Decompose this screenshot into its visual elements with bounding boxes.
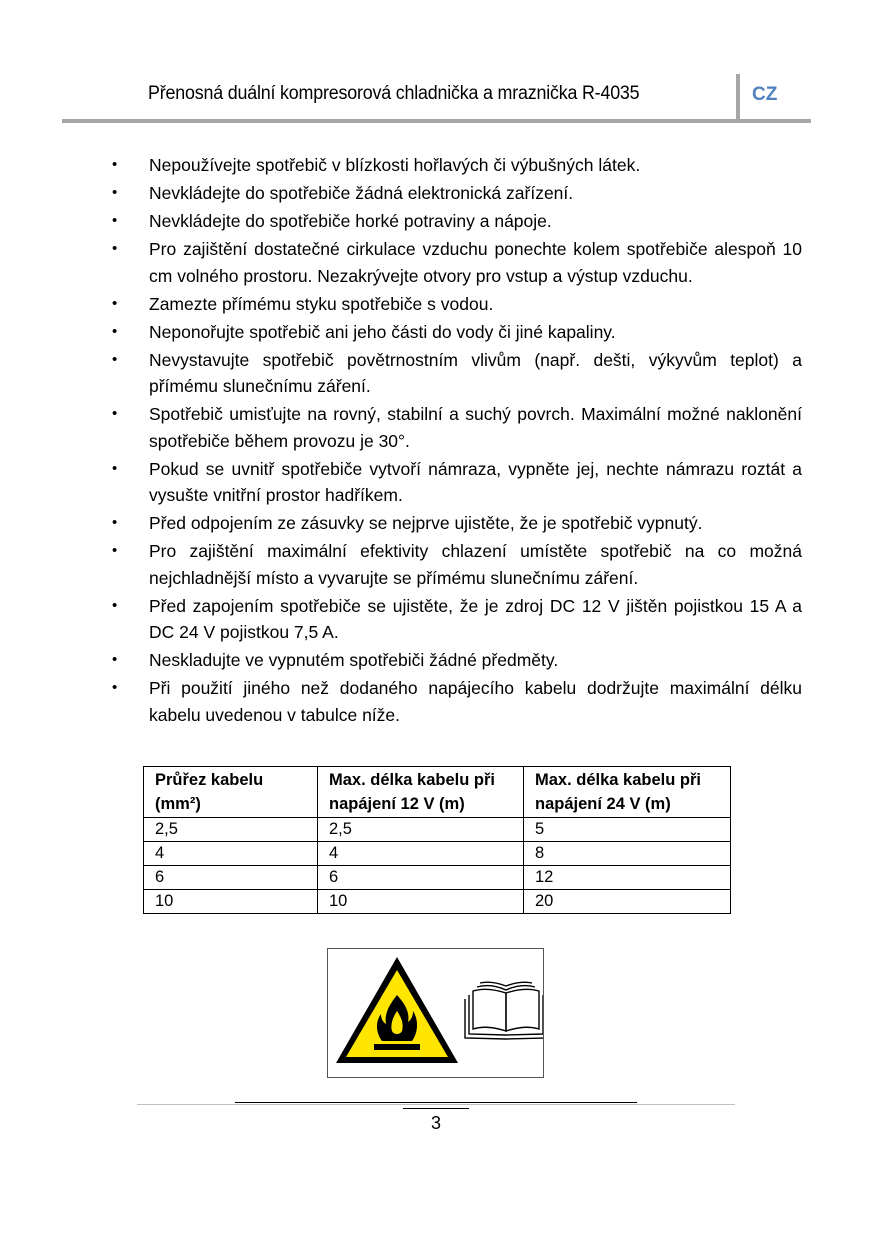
bullet-icon: •	[112, 542, 118, 559]
list-item	[112, 647, 802, 674]
instruction-text: Zamezte přímému styku spotřebiče s vodou.	[149, 293, 494, 314]
table-row	[144, 842, 731, 866]
instruction-text: Nevkládejte do spotřebiče žádná elektronická zařízení.	[149, 183, 574, 203]
table-cell: 20	[524, 890, 731, 914]
list-item	[112, 401, 802, 454]
instruction-text: Pro zajištění maximální efektivity chlazení umístěte spotřebič na co možná nejchladnější místo a vyvarujte se přímému slunečnímu záření.	[149, 541, 802, 588]
table-cell: 4	[318, 842, 524, 866]
table-cell: 2,5	[318, 818, 524, 842]
list-item	[112, 347, 802, 400]
read-manual-book-icon	[465, 982, 543, 1039]
instruction-text: Nevystavujte spotřebič povětrnostním vlivům (např. dešti, výkyvům teplot) a přímému slunečnímu záření.	[149, 349, 802, 396]
instruction-text: Neskladujte ve vypnutém spotřebiči žádné předměty.	[149, 650, 559, 670]
list-item	[112, 456, 802, 509]
bullet-icon: •	[112, 596, 118, 614]
header-max-length-24v: Max. délka kabelu při napájení 24 V (m)	[524, 767, 731, 818]
language-code: CZ	[752, 84, 778, 105]
table-cell: 4	[144, 842, 318, 866]
list-item	[112, 319, 802, 346]
list-item	[112, 236, 802, 289]
bullet-icon: •	[112, 651, 118, 668]
instruction-text: Pro zajištění dostatečné cirkulace vzduchu ponechte kolem spotřebiče alespoň 10 cm volného prostoru. Nezakrývejte otvory pro vstup a výstup vzduchu.	[149, 239, 802, 286]
list-item	[112, 538, 802, 591]
instruction-text: Při použití jiného než dodaného napájecího kabelu dodržujte maximální délku kabelu uvedenou v tabulce níže.	[149, 678, 802, 725]
header-separator	[736, 74, 740, 121]
table-cell: 10	[318, 890, 524, 914]
bullet-icon: •	[112, 212, 118, 229]
bullet-icon: •	[112, 184, 118, 201]
table-row	[144, 890, 731, 914]
bullet-icon: •	[112, 322, 118, 340]
bullet-icon: •	[112, 240, 118, 257]
table-row	[144, 818, 731, 842]
cable-length-table	[143, 766, 731, 914]
bullet-icon: •	[112, 514, 118, 531]
bullet-icon: •	[112, 294, 118, 312]
page-number: 3	[430, 1113, 441, 1133]
header-cross-section: Průřez kabelu (mm²)	[144, 767, 318, 818]
instruction-text: Spotřebič umisťujte na rovný, stabilní a suchý povrch. Maximální možné naklonění spotřebiče během provozu je 30°.	[149, 404, 802, 451]
warning-symbols	[328, 949, 543, 1077]
instruction-text: Pokud se uvnitř spotřebiče vytvoří námraza, vypněte jej, nechte námrazu roztát a vysušte vnitřní prostor hadříkem.	[149, 458, 802, 505]
table-cell: 12	[524, 866, 731, 890]
list-item	[112, 208, 802, 235]
list-item	[112, 675, 802, 728]
list-item	[112, 152, 802, 179]
header-rule	[62, 119, 811, 123]
footer-rule	[235, 1102, 637, 1103]
table-row	[144, 866, 731, 890]
safety-instructions-list	[112, 152, 802, 730]
table-cell: 2,5	[144, 818, 318, 842]
bullet-icon: •	[112, 405, 118, 422]
flammable-warning-triangle-icon	[336, 957, 458, 1063]
instruction-text: Nevkládejte do spotřebiče horké potraviny a nápoje.	[149, 211, 552, 231]
list-item	[112, 510, 802, 537]
footer-rule	[403, 1108, 469, 1109]
table-cell: 6	[144, 866, 318, 890]
table-cell: 10	[144, 890, 318, 914]
table-cell: 5	[524, 818, 731, 842]
table-cell: 8	[524, 842, 731, 866]
instruction-text: Neponořujte spotřebič ani jeho části do vody či jiné kapaliny.	[149, 321, 616, 342]
header-max-length-12v: Max. délka kabelu při napájení 12 V (m)	[318, 767, 524, 818]
warning-symbols-box	[327, 948, 544, 1078]
bullet-icon: •	[112, 156, 118, 173]
instruction-text: Před odpojením ze zásuvky se nejprve ujistěte, že je spotřebič vypnutý.	[149, 513, 703, 533]
table-cell: 6	[318, 866, 524, 890]
footer-rule	[137, 1104, 735, 1105]
list-item	[112, 593, 802, 646]
header-title: Přenosná duální kompresorová chladnička a mraznička R-4035	[148, 83, 640, 104]
instruction-text: Nepoužívejte spotřebič v blízkosti hořlavých či výbušných látek.	[149, 155, 641, 175]
bullet-icon: •	[112, 350, 118, 368]
table-header-row	[144, 767, 731, 818]
instruction-text: Před zapojením spotřebiče se ujistěte, že je zdroj DC 12 V jištěn pojistkou 15 A a DC 24 V pojistkou 7,5 A.	[149, 595, 802, 642]
bullet-icon: •	[112, 459, 118, 477]
bullet-icon: •	[112, 679, 118, 696]
list-item	[112, 180, 802, 207]
list-item	[112, 291, 802, 318]
